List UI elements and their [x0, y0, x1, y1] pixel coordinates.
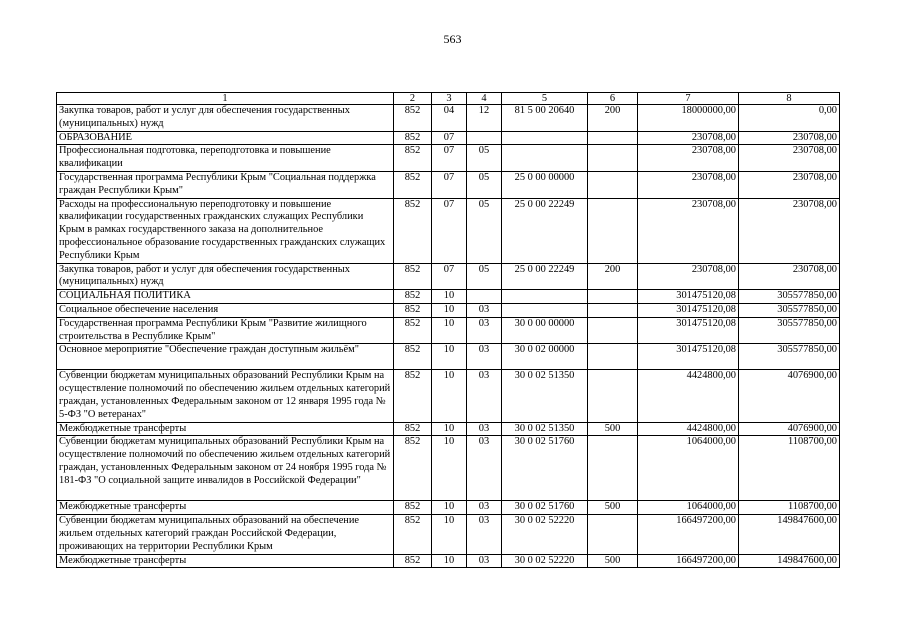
row-expense-type — [588, 171, 638, 198]
row-name: Межбюджетные трансферты — [57, 501, 394, 515]
column-header-7: 7 — [638, 93, 739, 105]
row-expense-type: 500 — [588, 422, 638, 436]
row-target-article: 30 0 02 51350 — [502, 370, 588, 422]
row-expense-type — [588, 303, 638, 317]
row-amount-year2: 230708,00 — [739, 198, 840, 263]
page-number: 563 — [443, 32, 462, 46]
row-name: Межбюджетные трансферты — [57, 422, 394, 436]
row-amount-year1: 4424800,00 — [638, 422, 739, 436]
row-subsection-code — [467, 290, 502, 304]
row-name: Социальное обеспечение населения — [57, 303, 394, 317]
row-section-code: 10 — [432, 303, 467, 317]
row-section-code: 04 — [432, 105, 467, 132]
row-expense-type: 500 — [588, 554, 638, 568]
row-amount-year2: 230708,00 — [739, 263, 840, 290]
row-section-code: 10 — [432, 344, 467, 370]
row-target-article — [502, 145, 588, 172]
row-grbs-code: 852 — [394, 317, 432, 344]
row-section-code: 10 — [432, 436, 467, 501]
row-name: Межбюджетные трансферты — [57, 554, 394, 568]
row-target-article — [502, 303, 588, 317]
table-row — [57, 131, 840, 145]
row-amount-year2: 305577850,00 — [739, 317, 840, 344]
column-header-5: 5 — [502, 93, 588, 105]
row-subsection-code: 03 — [467, 303, 502, 317]
row-name: ОБРАЗОВАНИЕ — [57, 131, 394, 145]
row-section-code: 10 — [432, 515, 467, 554]
row-amount-year2: 1108700,00 — [739, 501, 840, 515]
row-amount-year1: 18000000,00 — [638, 105, 739, 132]
row-target-article: 30 0 02 52220 — [502, 515, 588, 554]
row-amount-year2: 230708,00 — [739, 131, 840, 145]
row-amount-year1: 230708,00 — [638, 263, 739, 290]
column-header-3: 3 — [432, 93, 467, 105]
row-grbs-code: 852 — [394, 422, 432, 436]
table-row — [57, 370, 840, 422]
row-expense-type — [588, 145, 638, 172]
row-grbs-code: 852 — [394, 198, 432, 263]
row-expense-type — [588, 290, 638, 304]
row-amount-year2: 0,00 — [739, 105, 840, 132]
row-section-code: 10 — [432, 422, 467, 436]
row-subsection-code: 03 — [467, 317, 502, 344]
row-grbs-code: 852 — [394, 131, 432, 145]
row-grbs-code: 852 — [394, 554, 432, 568]
row-subsection-code: 03 — [467, 501, 502, 515]
row-target-article: 30 0 02 00000 — [502, 344, 588, 370]
row-grbs-code: 852 — [394, 105, 432, 132]
row-amount-year1: 301475120,08 — [638, 303, 739, 317]
row-name: Государственная программа Республики Крым "Социальная поддержка граждан Республики Крым" — [57, 171, 394, 198]
row-section-code: 10 — [432, 554, 467, 568]
row-grbs-code: 852 — [394, 263, 432, 290]
row-amount-year1: 1064000,00 — [638, 436, 739, 501]
row-section-code: 10 — [432, 290, 467, 304]
table-row — [57, 436, 840, 501]
row-amount-year2: 230708,00 — [739, 145, 840, 172]
row-target-article — [502, 290, 588, 304]
table-row — [57, 344, 840, 370]
row-grbs-code: 852 — [394, 290, 432, 304]
header-row — [57, 93, 840, 105]
row-target-article: 30 0 02 51350 — [502, 422, 588, 436]
row-target-article: 30 0 02 51760 — [502, 436, 588, 501]
row-target-article: 30 0 00 00000 — [502, 317, 588, 344]
row-target-article: 30 0 02 52220 — [502, 554, 588, 568]
row-name: Расходы на профессиональную переподготовку и повышение квалификации государственных гражданских служащих Республики Крым в рамках государственного заказа на дополнительное профессиональное образование государственных гражданских служащих Республики Крым — [57, 198, 394, 263]
table-row — [57, 554, 840, 568]
row-grbs-code: 852 — [394, 171, 432, 198]
row-expense-type: 200 — [588, 263, 638, 290]
row-grbs-code: 852 — [394, 303, 432, 317]
row-section-code: 07 — [432, 171, 467, 198]
row-expense-type — [588, 198, 638, 263]
row-subsection-code: 05 — [467, 198, 502, 263]
row-expense-type — [588, 344, 638, 370]
table-row — [57, 317, 840, 344]
row-amount-year2: 4076900,00 — [739, 370, 840, 422]
row-grbs-code: 852 — [394, 344, 432, 370]
row-name: Закупка товаров, работ и услуг для обеспечения государственных (муниципальных) нужд — [57, 105, 394, 132]
row-expense-type — [588, 370, 638, 422]
column-header-2: 2 — [394, 93, 432, 105]
column-header-4: 4 — [467, 93, 502, 105]
row-section-code: 07 — [432, 198, 467, 263]
row-subsection-code: 03 — [467, 436, 502, 501]
row-amount-year1: 230708,00 — [638, 131, 739, 145]
row-target-article: 25 0 00 22249 — [502, 263, 588, 290]
row-amount-year1: 166497200,00 — [638, 554, 739, 568]
row-expense-type — [588, 436, 638, 501]
column-header-1: 1 — [57, 93, 394, 105]
row-section-code: 10 — [432, 370, 467, 422]
table-row — [57, 290, 840, 304]
table-row — [57, 171, 840, 198]
row-amount-year2: 305577850,00 — [739, 303, 840, 317]
row-target-article: 81 5 00 20640 — [502, 105, 588, 132]
row-amount-year2: 149847600,00 — [739, 554, 840, 568]
row-name: СОЦИАЛЬНАЯ ПОЛИТИКА — [57, 290, 394, 304]
row-amount-year2: 305577850,00 — [739, 290, 840, 304]
row-section-code: 10 — [432, 501, 467, 515]
row-name: Субвенции бюджетам муниципальных образований Республики Крым на осуществление полномочий по обеспечению жильем отдельных категорий граждан, установленных Федеральным законом от 12 января 1995 года № 5-ФЗ "О ветеранах" — [57, 370, 394, 422]
row-amount-year1: 1064000,00 — [638, 501, 739, 515]
row-name: Государственная программа Республики Крым "Развитие жилищного строительства в Республике Крым" — [57, 317, 394, 344]
row-amount-year2: 305577850,00 — [739, 344, 840, 370]
row-amount-year2: 149847600,00 — [739, 515, 840, 554]
table-row — [57, 263, 840, 290]
row-target-article: 25 0 00 22249 — [502, 198, 588, 263]
row-amount-year2: 230708,00 — [739, 171, 840, 198]
row-section-code: 07 — [432, 145, 467, 172]
row-expense-type — [588, 317, 638, 344]
row-subsection-code — [467, 131, 502, 145]
row-grbs-code: 852 — [394, 515, 432, 554]
row-name: Профессиональная подготовка, переподготовка и повышение квалификации — [57, 145, 394, 172]
row-subsection-code: 03 — [467, 515, 502, 554]
row-subsection-code: 03 — [467, 344, 502, 370]
table-row — [57, 515, 840, 554]
table-row — [57, 303, 840, 317]
row-expense-type: 500 — [588, 501, 638, 515]
row-amount-year1: 166497200,00 — [638, 515, 739, 554]
row-subsection-code: 03 — [467, 370, 502, 422]
row-amount-year1: 301475120,08 — [638, 344, 739, 370]
row-expense-type: 200 — [588, 105, 638, 132]
row-amount-year2: 4076900,00 — [739, 422, 840, 436]
row-amount-year1: 230708,00 — [638, 198, 739, 263]
row-target-article: 30 0 02 51760 — [502, 501, 588, 515]
row-subsection-code: 12 — [467, 105, 502, 132]
row-grbs-code: 852 — [394, 145, 432, 172]
row-section-code: 10 — [432, 317, 467, 344]
row-subsection-code: 03 — [467, 554, 502, 568]
row-amount-year1: 230708,00 — [638, 171, 739, 198]
row-amount-year1: 301475120,08 — [638, 317, 739, 344]
row-amount-year2: 1108700,00 — [739, 436, 840, 501]
row-target-article: 25 0 00 00000 — [502, 171, 588, 198]
row-grbs-code: 852 — [394, 370, 432, 422]
row-name: Основное мероприятие "Обеспечение граждан доступным жильём" — [57, 344, 394, 370]
row-amount-year1: 301475120,08 — [638, 290, 739, 304]
row-expense-type — [588, 131, 638, 145]
row-subsection-code: 03 — [467, 422, 502, 436]
table-row — [57, 501, 840, 515]
row-grbs-code: 852 — [394, 501, 432, 515]
row-target-article — [502, 131, 588, 145]
table-row — [57, 105, 840, 132]
row-section-code: 07 — [432, 263, 467, 290]
row-name: Субвенции бюджетам муниципальных образований Республики Крым на осуществление полномочий по обеспечению жильем отдельных категорий граждан, установленных Федеральным законом от 24 ноября 1995 года № 181-ФЗ "О социальной защите инвалидов в Российской Федерации" — [57, 436, 394, 501]
row-section-code: 07 — [432, 131, 467, 145]
row-subsection-code: 05 — [467, 263, 502, 290]
column-header-6: 6 — [588, 93, 638, 105]
row-amount-year1: 4424800,00 — [638, 370, 739, 422]
row-name: Субвенции бюджетам муниципальных образований на обеспечение жильем отдельных категорий граждан Российской Федерации, проживающих на территории Республики Крым — [57, 515, 394, 554]
row-name: Закупка товаров, работ и услуг для обеспечения государственных (муниципальных) нужд — [57, 263, 394, 290]
column-header-8: 8 — [739, 93, 840, 105]
table-row — [57, 198, 840, 263]
row-expense-type — [588, 515, 638, 554]
row-subsection-code: 05 — [467, 171, 502, 198]
row-grbs-code: 852 — [394, 436, 432, 501]
row-amount-year1: 230708,00 — [638, 145, 739, 172]
row-subsection-code: 05 — [467, 145, 502, 172]
table-row — [57, 422, 840, 436]
budget-table — [56, 92, 840, 568]
table-row — [57, 145, 840, 172]
